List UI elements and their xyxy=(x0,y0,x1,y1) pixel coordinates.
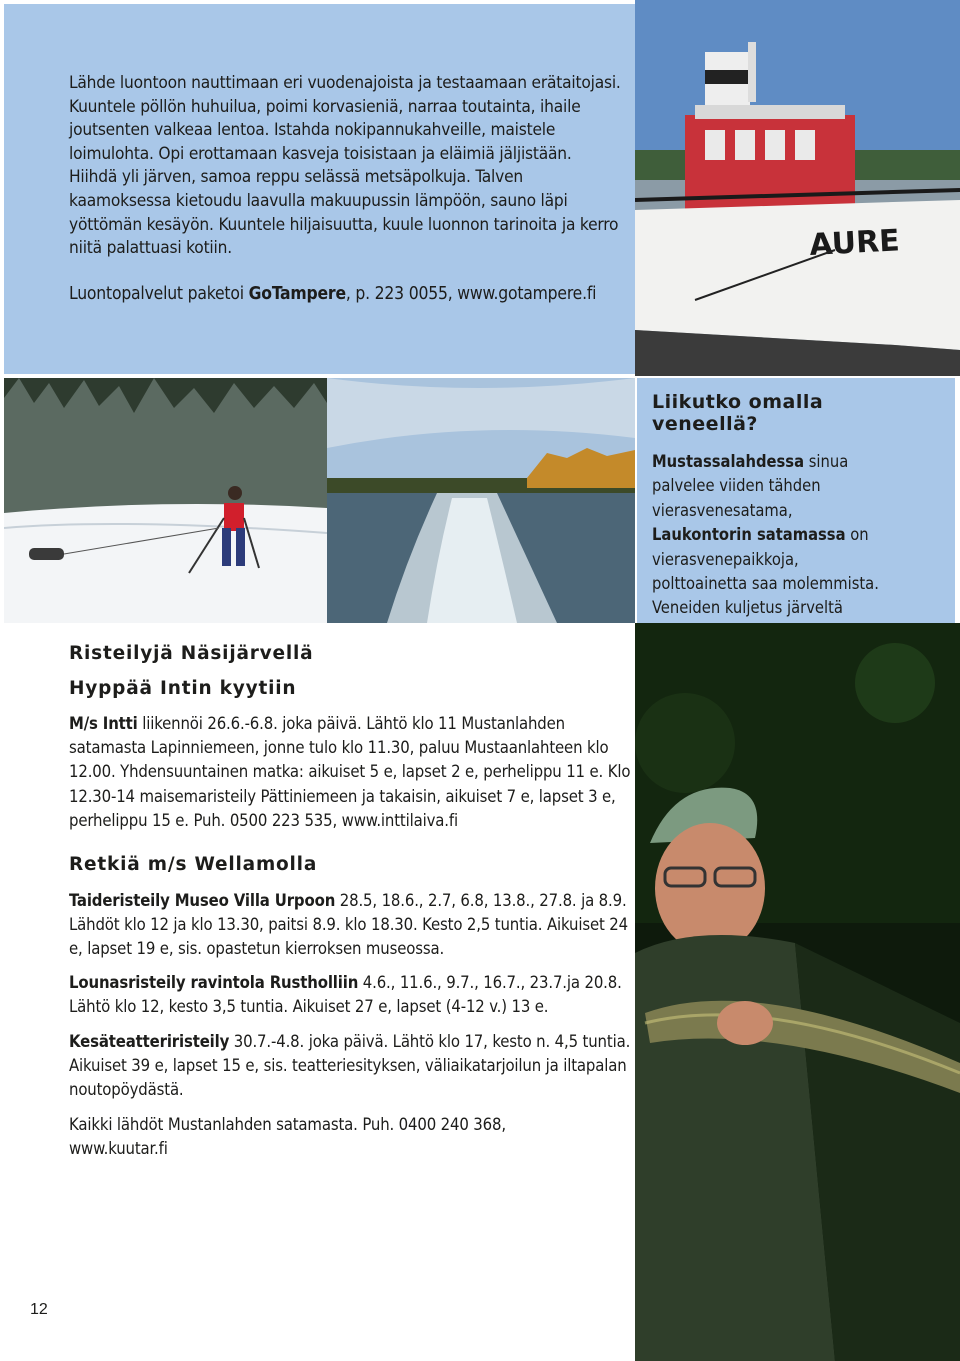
side-place2: Laukontorin satamassa xyxy=(652,525,846,545)
contact-suffix: , p. 223 0055, www.gotampere.fi xyxy=(345,283,597,304)
section1-heading: Risteilyjä Näsijärvellä xyxy=(69,643,314,664)
intro-text-block xyxy=(69,72,624,306)
cruise2-text xyxy=(69,971,634,1019)
cruise3-name: Kesäteatteriristeily xyxy=(69,1032,230,1051)
side-text2: on vierasvenepaikkoja, polttoainetta saa molemmista. Veneiden kuljetus järveltä xyxy=(652,525,879,618)
cruise3-text xyxy=(69,1030,634,1103)
cruise1-name: Taideristeily Museo Villa Urpoon xyxy=(69,891,336,910)
boat-wake-photo xyxy=(327,378,635,623)
intro-paragraph: Lähde luontoon nauttimaan eri vuodenajoista ja testaamaan erätaitojasi. Kuuntele pöllön huhuilua, poimi korvasieniä, narraa toutainta, ihaile joutsenten valkeaa lentoa. Istahda nokipannukahveille, maistele loimulohta. Opi erottamaan kasveja toisistaan ja eläimiä jäljistään. Hiihdä yli järven, samoa reppu selässä metsäpolkuja. Talven kaamoksessa kietoudu laavulla makuupussin lämpöön, sauno läpi yöttömän kesäyön. Kuuntele hiljaisuutta, kuule luonnon tarinoita ja kerro niitä palattuasi kotiin. xyxy=(69,73,621,259)
cruise3-body: 30.7.-4.8. joka päivä. Lähtö klo 17, kesto n. 4,5 tuntia. Aikuiset 39 e, lapset 15 e, sis. teatteriesityksen, väliaikatarjoilun ja iltapalan noutopöydästä. xyxy=(69,1032,631,1100)
contact-brand: GoTampere xyxy=(248,283,346,304)
boat-name: AURE xyxy=(808,223,901,263)
side-text xyxy=(652,450,897,645)
section2-heading: Retkiä m/s Wellamolla xyxy=(69,854,318,875)
cruise1-body: 28.5, 18.6., 2.7, 6.8, 13.8., 27.8. ja 8.9. Lähdöt klo 12 ja klo 13.30, paitsi 8.9. klo 18.30. Kesto 2,5 tuntia. Aikuiset 24 e, lapset 19 e, sis. opastetun kierroksen museossa. xyxy=(69,891,628,959)
contact-prefix: Luontopalvelut paketoi xyxy=(69,283,249,304)
section2-footer: Kaikki lähdöt Mustanlahden satamasta. Puh. 0400 240 368, www.kuutar.fi xyxy=(69,1115,506,1159)
section1-body: liikennöi 26.6.-6.8. joka päivä. Lähtö klo 11 Mustanlahden satamasta Lapinniemeen, jonne tulo klo 11.30, paluu Mustaanlahteen klo 12.00. Yhdensuuntainen matka: aikuiset 5 e, lapset 2 e, perhelippu 11 e. Klo 12.30-14 maisemaristeily Pättiniemeen ja takaisin, aikuiset 7 e, lapset 3 e, perhelippu 15 e. Puh. 0500 223 535, www.inttilaiva.fi xyxy=(69,714,631,830)
fisherman-photo xyxy=(635,623,960,1361)
section1-subheading: Hyppää Intin kyytiin xyxy=(69,678,297,699)
side-title: Liikutko omalla veneellä? xyxy=(652,391,824,435)
intro-contact xyxy=(69,283,624,307)
cruise2-name: Lounasristeily ravintola Rustholliin xyxy=(69,973,359,992)
section1-text xyxy=(69,712,634,833)
side-place1: Mustassalahdessa xyxy=(652,452,805,471)
steamboat-photo xyxy=(635,0,960,376)
winter-skier-photo xyxy=(4,378,327,623)
cruise2-body: 4.6., 11.6., 9.7., 16.7., 23.7.ja 20.8. Lähtö klo 12, kesto 3,5 tuntia. Aikuiset 27 e, lapset (4-12 v.) 13 e. xyxy=(69,973,622,1017)
side-text1: sinua palvelee viiden tähden vierasvenesatama, xyxy=(652,452,849,520)
cruise1-text xyxy=(69,889,634,962)
page-number: 12 xyxy=(30,1301,48,1318)
ship-name: M/s Intti xyxy=(69,714,138,733)
